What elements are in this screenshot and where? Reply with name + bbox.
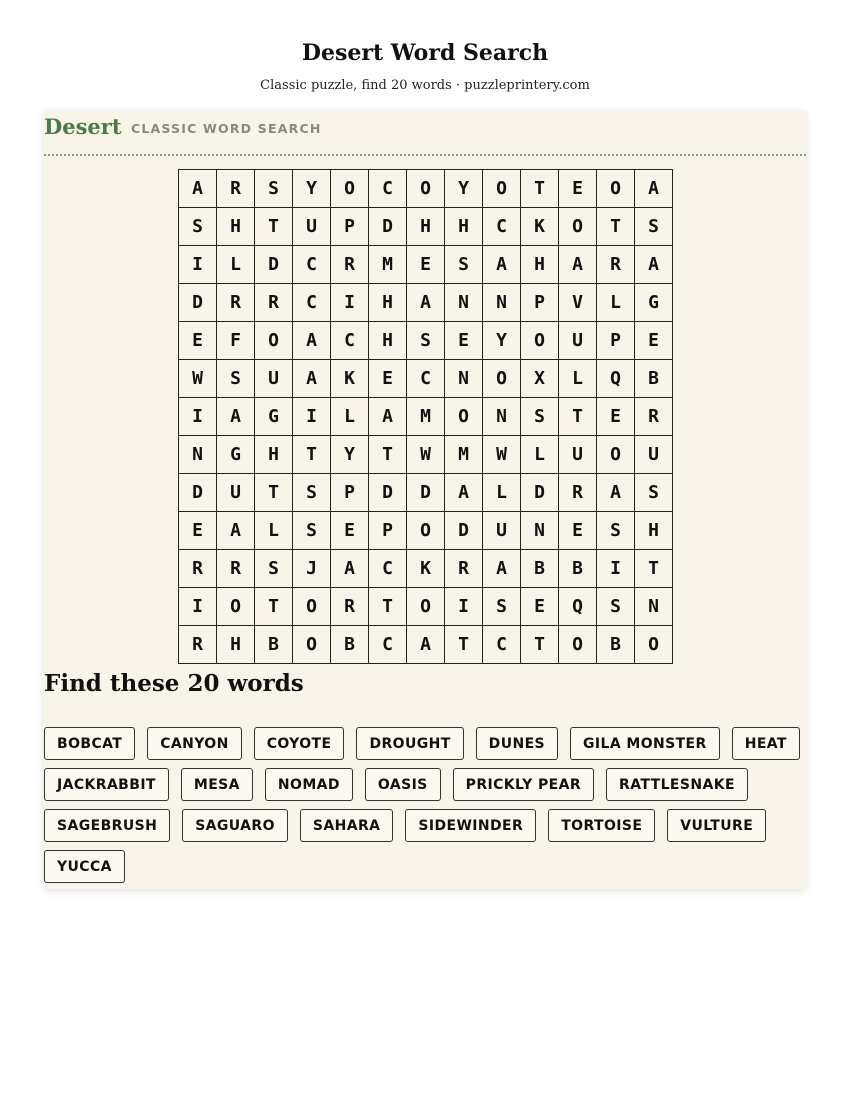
brand-tagline: CLASSIC WORD SEARCH [131, 121, 322, 136]
grid-cell[interactable]: N [179, 436, 217, 474]
grid-cell[interactable]: B [559, 550, 597, 588]
grid-cell[interactable]: B [597, 626, 635, 664]
grid-cell[interactable]: H [217, 208, 255, 246]
grid-cell[interactable]: R [635, 398, 673, 436]
grid-cell[interactable]: E [407, 246, 445, 284]
grid-cell[interactable]: S [521, 398, 559, 436]
grid-cell[interactable]: C [407, 360, 445, 398]
grid-cell[interactable]: A [445, 474, 483, 512]
grid-cell[interactable]: A [331, 550, 369, 588]
grid-cell[interactable]: P [331, 474, 369, 512]
grid-cell[interactable]: K [521, 208, 559, 246]
grid-cell[interactable]: O [407, 588, 445, 626]
grid-cell[interactable]: H [217, 626, 255, 664]
word-bank [44, 727, 806, 883]
word-chip: OASIS [365, 768, 441, 801]
grid-cell[interactable]: S [597, 512, 635, 550]
grid-cell[interactable]: Y [331, 436, 369, 474]
grid-cell[interactable]: S [255, 170, 293, 208]
grid-cell[interactable]: C [293, 246, 331, 284]
grid-cell[interactable]: C [483, 208, 521, 246]
grid-cell[interactable]: K [331, 360, 369, 398]
grid-cell[interactable]: W [179, 360, 217, 398]
grid-cell[interactable]: W [483, 436, 521, 474]
grid-cell[interactable]: L [597, 284, 635, 322]
grid-cell[interactable]: O [521, 322, 559, 360]
grid-cell[interactable]: A [407, 626, 445, 664]
word-chip: TORTOISE [548, 809, 655, 842]
grid-cell[interactable]: H [369, 284, 407, 322]
grid-cell[interactable]: T [369, 436, 407, 474]
grid-cell[interactable]: K [407, 550, 445, 588]
grid-cell[interactable]: A [217, 512, 255, 550]
grid-cell[interactable]: A [293, 322, 331, 360]
grid-cell[interactable]: Y [293, 170, 331, 208]
grid-cell[interactable]: N [483, 284, 521, 322]
grid-cell[interactable]: A [635, 246, 673, 284]
grid-cell[interactable]: C [331, 322, 369, 360]
grid-cell[interactable]: S [293, 474, 331, 512]
grid-cell[interactable]: O [597, 170, 635, 208]
grid-cell[interactable]: M [369, 246, 407, 284]
grid-cell[interactable]: N [483, 398, 521, 436]
grid-cell[interactable]: R [179, 626, 217, 664]
word-chip: DROUGHT [356, 727, 463, 760]
grid-cell[interactable]: P [331, 208, 369, 246]
grid-cell[interactable]: A [369, 398, 407, 436]
brand-title: Desert [44, 114, 122, 139]
grid-cell[interactable]: S [483, 588, 521, 626]
grid-cell[interactable]: O [331, 170, 369, 208]
grid-cell[interactable]: C [293, 284, 331, 322]
grid-cell[interactable]: A [483, 246, 521, 284]
grid-cell[interactable]: H [369, 322, 407, 360]
grid-cell[interactable]: D [369, 474, 407, 512]
grid-cell[interactable]: P [369, 512, 407, 550]
grid-cell[interactable]: E [559, 512, 597, 550]
grid-cell[interactable]: H [521, 246, 559, 284]
grid-cell[interactable]: S [217, 360, 255, 398]
grid-cell[interactable]: B [255, 626, 293, 664]
grid-cell[interactable]: U [635, 436, 673, 474]
grid-cell[interactable]: O [559, 208, 597, 246]
word-chip: NOMAD [265, 768, 353, 801]
grid-cell[interactable]: O [255, 322, 293, 360]
grid-cell[interactable]: O [635, 626, 673, 664]
grid-cell[interactable]: I [179, 398, 217, 436]
grid-cell[interactable]: N [635, 588, 673, 626]
grid-cell[interactable]: U [559, 322, 597, 360]
grid-cell[interactable]: U [293, 208, 331, 246]
grid-cell[interactable]: N [521, 512, 559, 550]
grid-cell[interactable]: I [445, 588, 483, 626]
grid-cell[interactable]: I [179, 246, 217, 284]
puzzle-card [44, 110, 806, 889]
grid-cell[interactable]: E [369, 360, 407, 398]
grid-cell[interactable]: O [445, 398, 483, 436]
grid-cell[interactable]: E [179, 322, 217, 360]
page-subtitle: Classic puzzle, find 20 words · puzzleprintery.com [260, 78, 590, 93]
grid-cell[interactable]: M [445, 436, 483, 474]
grid-cell[interactable]: T [255, 588, 293, 626]
grid-cell[interactable]: R [217, 170, 255, 208]
word-chip: JACKRABBIT [44, 768, 169, 801]
grid-cell[interactable]: O [407, 512, 445, 550]
grid-cell[interactable]: D [445, 512, 483, 550]
grid-cell[interactable]: P [597, 322, 635, 360]
grid-cell[interactable]: L [483, 474, 521, 512]
grid-cell[interactable]: D [255, 246, 293, 284]
word-chip: COYOTE [254, 727, 345, 760]
grid-cell[interactable]: Q [597, 360, 635, 398]
grid-cell[interactable]: D [521, 474, 559, 512]
word-chip: GILA MONSTER [570, 727, 720, 760]
grid-cell[interactable]: T [445, 626, 483, 664]
grid-cell[interactable]: H [445, 208, 483, 246]
grid-cell[interactable]: J [293, 550, 331, 588]
grid-cell[interactable]: E [597, 398, 635, 436]
page-title: Desert Word Search [301, 40, 549, 66]
grid-cell[interactable]: S [635, 208, 673, 246]
grid-cell[interactable]: T [521, 626, 559, 664]
word-list-heading: Find these 20 words [44, 670, 304, 697]
word-chip: SAGEBRUSH [44, 809, 170, 842]
grid-cell[interactable]: C [369, 550, 407, 588]
grid-cell[interactable]: R [331, 246, 369, 284]
grid-cell[interactable]: R [445, 550, 483, 588]
grid-cell[interactable]: O [407, 170, 445, 208]
grid-cell[interactable]: A [635, 170, 673, 208]
grid-cell[interactable]: D [369, 208, 407, 246]
grid-cell[interactable]: U [217, 474, 255, 512]
grid-cell[interactable]: R [597, 246, 635, 284]
grid-cell[interactable]: Q [559, 588, 597, 626]
grid-cell[interactable]: T [559, 398, 597, 436]
grid-cell[interactable]: R [217, 550, 255, 588]
grid-cell[interactable]: Y [445, 170, 483, 208]
grid-cell[interactable]: A [559, 246, 597, 284]
grid-cell[interactable]: I [293, 398, 331, 436]
grid-cell[interactable]: B [635, 360, 673, 398]
grid-cell[interactable]: U [559, 436, 597, 474]
grid-cell[interactable]: O [559, 626, 597, 664]
grid-cell[interactable]: B [331, 626, 369, 664]
letter-grid [178, 169, 673, 664]
grid-cell[interactable]: S [255, 550, 293, 588]
grid-cell[interactable]: G [255, 398, 293, 436]
grid-cell[interactable]: T [369, 588, 407, 626]
grid-cell[interactable]: R [255, 284, 293, 322]
grid-cell[interactable]: A [407, 284, 445, 322]
grid-cell[interactable]: B [521, 550, 559, 588]
grid-cell[interactable]: V [559, 284, 597, 322]
grid-cell[interactable]: G [217, 436, 255, 474]
grid-cell[interactable]: L [255, 512, 293, 550]
grid-cell[interactable]: R [331, 588, 369, 626]
grid-cell[interactable]: O [293, 588, 331, 626]
grid-cell[interactable]: A [483, 550, 521, 588]
grid-cell[interactable]: I [331, 284, 369, 322]
grid-cell[interactable]: E [331, 512, 369, 550]
word-chip: SAGUARO [182, 809, 288, 842]
grid-cell[interactable]: T [521, 170, 559, 208]
word-chip: YUCCA [44, 850, 125, 883]
grid-cell[interactable]: H [255, 436, 293, 474]
word-chip: RATTLESNAKE [606, 768, 748, 801]
grid-cell[interactable]: C [369, 170, 407, 208]
grid-cell[interactable]: L [559, 360, 597, 398]
grid-cell[interactable]: E [179, 512, 217, 550]
grid-cell[interactable]: T [255, 208, 293, 246]
grid-cell[interactable]: O [483, 170, 521, 208]
grid-cell[interactable]: A [217, 398, 255, 436]
grid-cell[interactable]: L [331, 398, 369, 436]
word-chip: BOBCAT [44, 727, 135, 760]
word-chip: SAHARA [300, 809, 394, 842]
grid-cell[interactable]: U [255, 360, 293, 398]
grid-cell[interactable]: O [293, 626, 331, 664]
grid-cell[interactable]: E [635, 322, 673, 360]
grid-cell[interactable]: O [483, 360, 521, 398]
grid-cell[interactable]: T [293, 436, 331, 474]
grid-cell[interactable]: N [445, 360, 483, 398]
grid-cell[interactable]: R [217, 284, 255, 322]
grid-cell[interactable]: I [597, 550, 635, 588]
grid-cell[interactable]: F [217, 322, 255, 360]
grid-cell[interactable]: T [255, 474, 293, 512]
grid-cell[interactable]: R [179, 550, 217, 588]
grid-cell[interactable]: E [521, 588, 559, 626]
word-chip: CANYON [147, 727, 241, 760]
grid-cell[interactable]: A [293, 360, 331, 398]
grid-cell[interactable]: D [179, 474, 217, 512]
grid-cell[interactable]: L [217, 246, 255, 284]
grid-cell[interactable]: M [407, 398, 445, 436]
grid-cell[interactable]: O [217, 588, 255, 626]
grid-cell[interactable]: R [559, 474, 597, 512]
grid-cell[interactable]: A [597, 474, 635, 512]
word-chip: MESA [181, 768, 253, 801]
word-chip: SIDEWINDER [405, 809, 536, 842]
grid-cell[interactable]: L [521, 436, 559, 474]
grid-cell[interactable]: S [445, 246, 483, 284]
grid-cell[interactable]: E [445, 322, 483, 360]
word-chip: DUNES [476, 727, 558, 760]
grid-cell[interactable]: P [521, 284, 559, 322]
grid-cell[interactable]: T [635, 550, 673, 588]
grid-cell[interactable]: S [597, 588, 635, 626]
grid-cell[interactable]: I [179, 588, 217, 626]
grid-cell[interactable]: N [445, 284, 483, 322]
grid-cell[interactable]: U [483, 512, 521, 550]
word-chip: VULTURE [667, 809, 766, 842]
grid-cell[interactable]: W [407, 436, 445, 474]
grid-cell[interactable]: H [407, 208, 445, 246]
grid-cell[interactable]: S [635, 474, 673, 512]
grid-cell[interactable]: C [369, 626, 407, 664]
grid-cell[interactable]: D [407, 474, 445, 512]
grid-cell[interactable]: C [483, 626, 521, 664]
grid-cell[interactable]: O [597, 436, 635, 474]
grid-cell[interactable]: S [293, 512, 331, 550]
grid-cell[interactable]: A [179, 170, 217, 208]
grid-cell[interactable]: Y [483, 322, 521, 360]
card-header [44, 110, 806, 156]
word-chip: HEAT [732, 727, 800, 760]
grid-cell[interactable]: H [635, 512, 673, 550]
grid-cell[interactable]: T [597, 208, 635, 246]
grid-cell[interactable]: S [407, 322, 445, 360]
word-chip: PRICKLY PEAR [453, 768, 594, 801]
grid-cell[interactable]: D [179, 284, 217, 322]
grid-cell[interactable]: E [559, 170, 597, 208]
grid-cell[interactable]: G [635, 284, 673, 322]
grid-cell[interactable]: X [521, 360, 559, 398]
grid-cell[interactable]: S [179, 208, 217, 246]
